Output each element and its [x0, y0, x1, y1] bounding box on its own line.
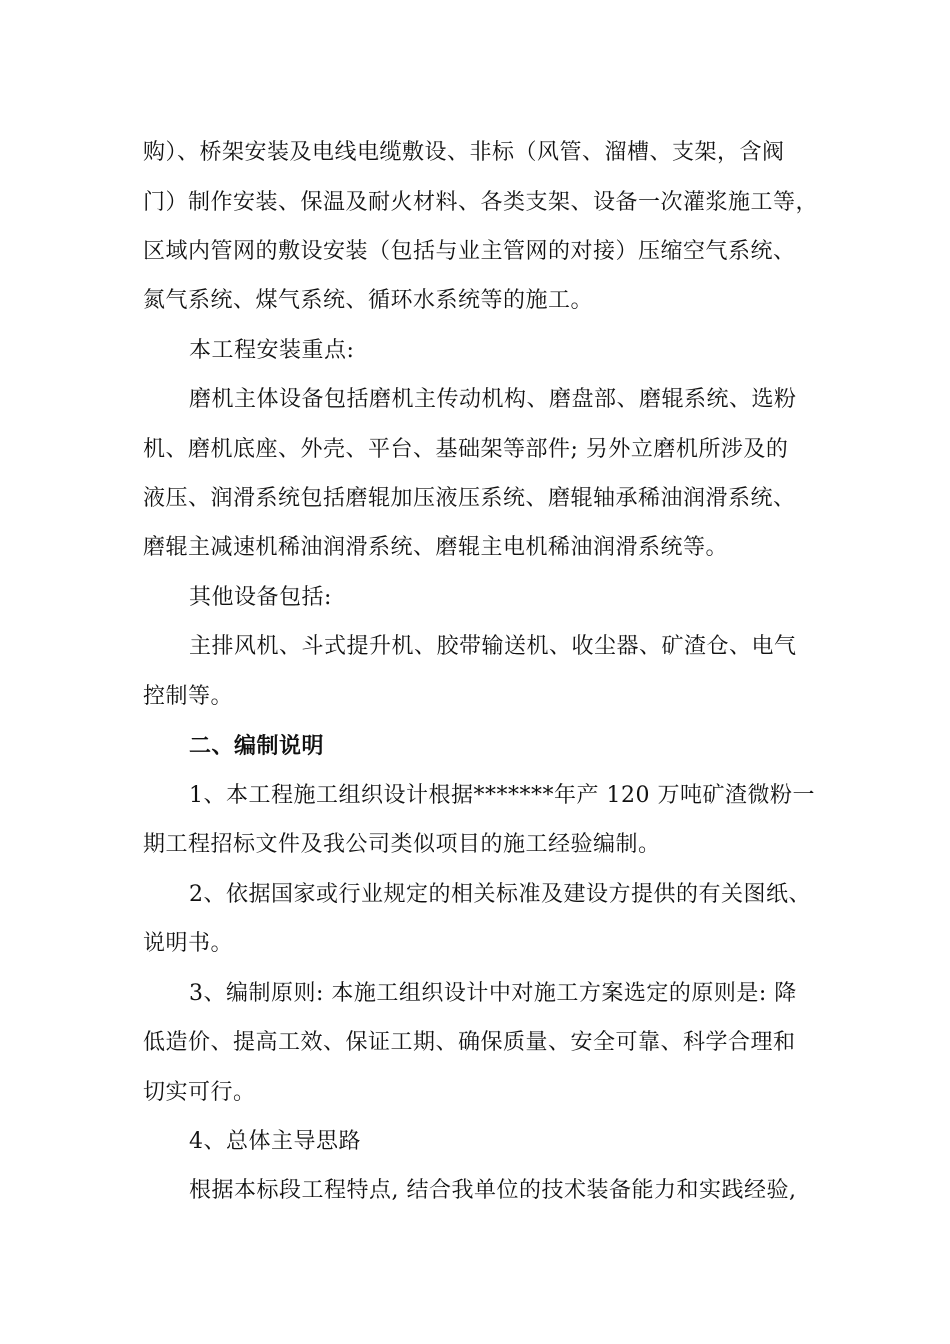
body-text-line: 主排风机、斗式提升机、胶带输送机、收尘器、矿渣仓、电气: [189, 634, 797, 659]
body-text-line: 磨机主体设备包括磨机主传动机构、磨盘部、磨辊系统、选粉: [189, 387, 797, 412]
section-label: 本工程安装重点:: [189, 338, 355, 363]
body-text-line: 期工程招标文件及我公司类似项目的施工经验编制。: [143, 832, 661, 857]
body-text-line: 说明书。: [143, 931, 234, 956]
section-label: 4、总体主导思路: [189, 1129, 361, 1154]
body-text-line: 切实可行。: [143, 1080, 256, 1105]
body-text-line: 1、本工程施工组织设计根据*******年产 120 万吨矿渣微粉一: [189, 783, 815, 808]
body-text-line: 门）制作安装、保温及耐火材料、各类支架、设备一次灌浆施工等，: [143, 190, 819, 215]
section-heading: 二、编制说明: [189, 733, 325, 759]
body-text-line: 区域内管网的敷设安装（包括与业主管网的对接）压缩空气系统、: [143, 239, 796, 264]
body-text-line: 磨辊主减速机稀油润滑系统、磨辊主电机稀油润滑系统等。: [143, 535, 729, 560]
body-text-line: 低造价、提高工效、保证工期、确保质量、安全可靠、科学合理和: [143, 1030, 796, 1055]
body-text-line: 3、编制原则: 本施工组织设计中对施工方案选定的原则是: 降: [189, 981, 797, 1006]
body-text-line: 2、依据国家或行业规定的相关标准及建设方提供的有关图纸、: [189, 882, 811, 907]
body-text-line: 氮气系统、煤气系统、循环水系统等的施工。: [143, 288, 594, 313]
body-text-line: 根据本标段工程特点, 结合我单位的技术装备能力和实践经验,: [189, 1178, 797, 1203]
section-label: 其他设备包括:: [189, 585, 332, 610]
body-text-line: 控制等。: [143, 684, 234, 709]
body-text-line: 购）、桥架安装及电线电缆敷设、非标（风管、溜槽、支架，含阀: [143, 140, 785, 165]
body-text-line: 液压、润滑系统包括磨辊加压液压系统、磨辊轴承稀油润滑系统、: [143, 486, 796, 511]
body-text-line: 机、磨机底座、外壳、平台、基础架等部件; 另外立磨机所涉及的: [143, 437, 789, 462]
